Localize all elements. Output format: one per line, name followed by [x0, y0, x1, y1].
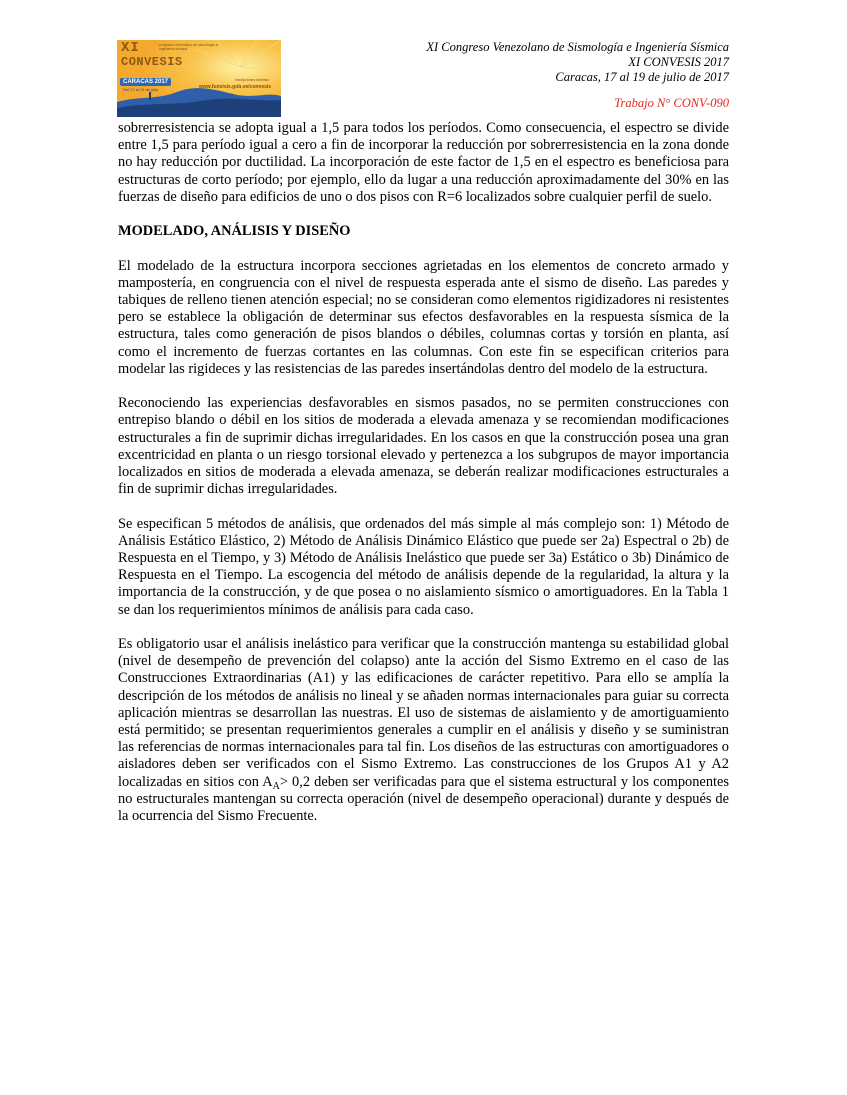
- logo-tagline: congreso venezolano de sismología e ingeniería sísmica: [159, 43, 218, 51]
- logo-url: www.funvisis.gob.ve/convesis: [199, 84, 272, 90]
- subscript-a: A: [272, 780, 280, 792]
- section-heading: MODELADO, ANÁLISIS Y DISEÑO: [118, 223, 351, 240]
- paragraph-overstrength: sobrerresistencia se adopta igual a 1,5 para todos los períodos. Como consecuencia, el espectro se divide entre 1,5 para período igual a cero a fin de incorporar la reducción por sobrerresistencia en la zona donde no hay reducción por ductilidad. La incorporación de este factor de 1,5 en el espectro es beneficiosa para estructuras de corto período; por ejemplo, ello da lugar a una reducción aproximadamente del 30% en las fuerzas de diseño para edificios de uno o dos pisos con R=6 localizados sobre cualquier perfil de suelo.: [118, 120, 729, 205]
- paper-id: Trabajo N° CONV-090: [614, 96, 729, 110]
- logo-dates: Del 17 al 19 de julio: [123, 87, 159, 92]
- logo-registration: inscripciones abiertas: [235, 78, 269, 82]
- paragraph-inelastic-part-1: Es obligatorio usar el análisis inelástico para verificar que la construcción mantenga su estabilidad global (nivel de desempeño de prevención del colapso) ante la acción del Sismo Extremo en el caso de las Construcciones Extraordinarias (A1) y las edificaciones de carácter repetitivo. Para ello se amplía la descripción de los métodos de análisis no lineal y se añaden normas internacionales para guiar su correcta aplicación mientras se desarrollan las nuestras. El uso de sistemas de aislamiento y de amortiguamiento está permitido; se presentan requerimientos generales a cumplir en el análisis y diseño y se suministran las referencias de normas internacionales para tal fin. Los diseños de las estructuras con amortiguadores o aisladores deben ser verificados con el Sismo Extremo. Las construcciones de los Grupos A1 y A2 localizadas en sitios con A: [118, 636, 729, 790]
- header-dates: Caracas, 17 al 19 de julio de 2017: [555, 70, 729, 84]
- logo-city: CARACAS 2017: [120, 78, 171, 86]
- paragraph-inelastic-analysis: [118, 636, 729, 825]
- logo-name: CONVESIS: [121, 55, 183, 69]
- body-text: [118, 120, 729, 842]
- header-congress-name: XI Congreso Venezolano de Sismología e Ingeniería Sísmica: [426, 40, 729, 54]
- congress-logo: [117, 40, 281, 117]
- logo-edition: XI: [121, 40, 140, 56]
- paragraph-analysis-methods: Se especifican 5 métodos de análisis, que ordenados del más simple al más complejo son: 1) Método de Análisis Estático Elástico, 2) Método de Análisis Dinámico Elástico que puede ser 2a) Espectral o 2b) de Respuesta en el Tiempo, y 3) Método de Análisis Inelástico que puede ser 3a) Estático o 3b) Dinámico de Respuesta en el Tiempo. La escogencia del método de análisis depende de la regularidad, la altura y la importancia de la construcción, y de que posea o no aislamiento sísmico o amortiguadores. En la Tabla 1 se dan los requerimientos mínimos de análisis para cada caso.: [118, 515, 729, 618]
- paragraph-inelastic-part-2: > 0,2 deben ser verificadas para que el sistema estructural y los componentes no estructurales mantengan su correcta operación (nivel de desempeño operacional) durante y después de la ocurrencia del Sismo Frecuente.: [118, 773, 729, 825]
- running-header: [426, 40, 729, 85]
- paragraph-irregularities: Reconociendo las experiencias desfavorables en sismos pasados, no se permiten construcciones con entrepiso blando o débil en los sitios de moderada a elevada amenaza y se recomiendan modificaciones estructurales a fin de suprimir dichas irregularidades. En los casos en que la construcción posea una gran excentricidad en planta o un riesgo torsional elevado y pertenezca a los subgrupos de mayor importancia localizados en sitios de moderada a elevada amenaza, se deberán realizar modificaciones estructurales a fin de suprimir dichas irregularidades.: [118, 395, 729, 498]
- header-edition: XI CONVESIS 2017: [628, 55, 729, 69]
- paragraph-modeling: El modelado de la estructura incorpora secciones agrietadas en los elementos de concreto armado y mampostería, en congruencia con el nivel de respuesta esperada ante el sismo de diseño. Las paredes y tabiques de relleno tienen atención especial; no se consideran como elementos rigidizadores ni resistentes pero se establece la obligación de determinar sus efectos desfavorables en la respuesta sísmica de la estructura, tales como generación de pisos blandos o débiles, columnas cortas y torsión en planta, así como el incremento de fuerzas cortantes en las columnas. Con este fin se especifican criterios para modelar las rigideces y las resistencias de las paredes insertándolas dentro del modelo de la estructura.: [118, 257, 729, 377]
